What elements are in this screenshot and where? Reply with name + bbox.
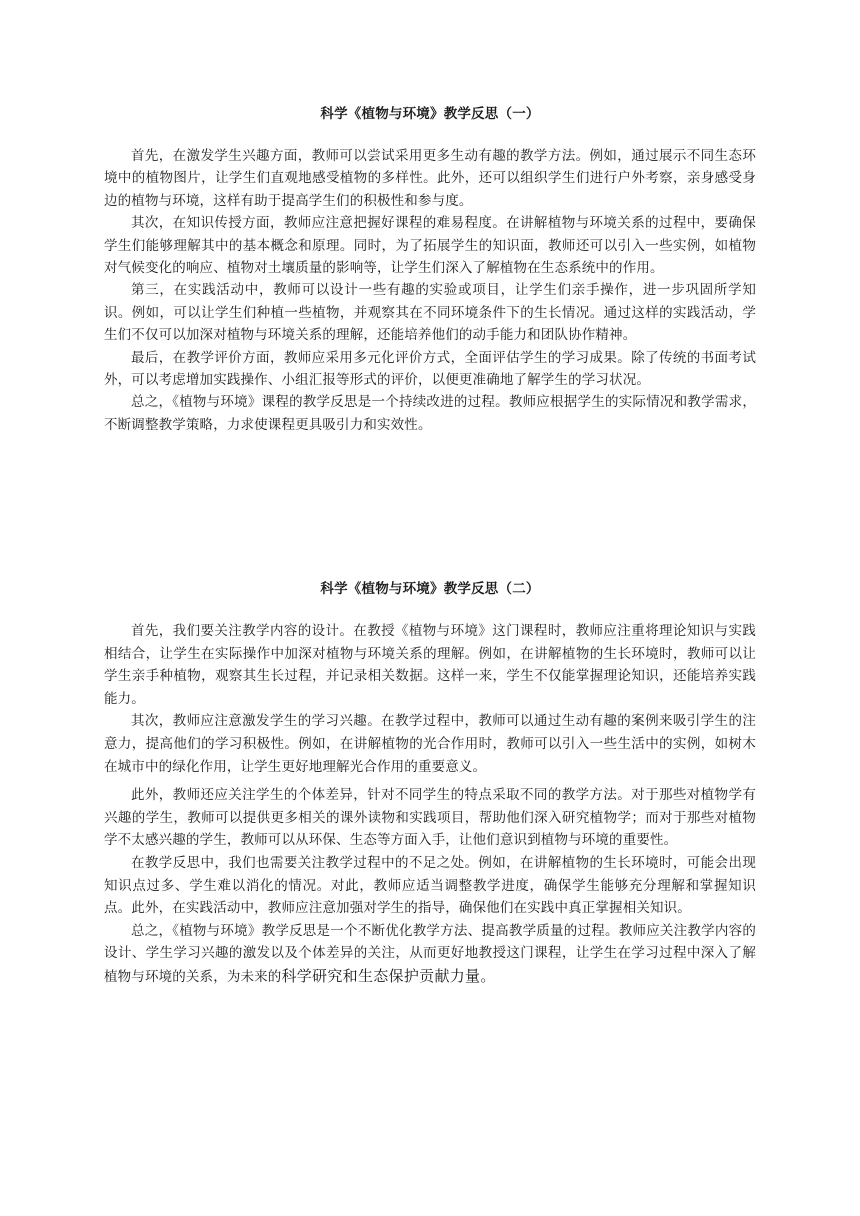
paragraph: 第三，在实践活动中，教师可以设计一些有趣的实验或项目，让学生们亲手操作，进一步巩固所学知识。例如，可以让学生们种植一些植物，并观察其在不同环境条件下的生长情况。通过这样的实践活动，学生们不仅可以加深对植物与环境关系的理解，还能培养他们的动手能力和团队协作精神。: [104, 282, 756, 344]
closing-paragraph-text: 总之，《植物与环境》教学反思是一个不断优化教学方法、提高教学质量的过程。教师应关注教学内容的设计、学生学习兴趣的激发以及个体差异的关注，从而更好地教授这门课程，让学生在学习过程中深入了解植物与环境的关系，为未来的: [104, 922, 756, 985]
paragraph: 总之，《植物与环境》课程的教学反思是一个持续改进的过程。教师应根据学生的实际情况和教学需求，不断调整教学策略，力求使课程更具吸引力和实效性。: [104, 394, 756, 433]
paragraph: 最后，在教学评价方面，教师应采用多元化评价方式，全面评估学生的学习成果。除了传统的书面考试外，可以考虑增加实践操作、小组汇报等形式的评价，以便更准确地了解学生的学习状况。: [104, 349, 756, 389]
reflection-section-2: [104, 578, 756, 989]
closing-paragraph-tail: 科学研究和生态保护贡献力量。: [281, 966, 496, 985]
reflection-section-1: [104, 103, 756, 436]
section-title: 科学《植物与环境》教学反思（一）: [320, 106, 540, 122]
paragraph: 此外，教师还应关注学生的个体差异，针对不同学生的特点采取不同的教学方法。对于那些对植物学有兴趣的学生，教师可以提供更多相关的课外读物和实践项目，帮助他们深入研究植物学；而对于那些对植物学不太感兴趣的学生，教师可以从环保、生态等方面入手，让他们意识到植物与环境的重要性。: [104, 787, 756, 849]
paragraph: 首先，我们要关注教学内容的设计。在教授《植物与环境》这门课程时，教师应注重将理论知识与实践相结合，让学生在实际操作中加深对植物与环境关系的理解。例如，在讲解植物的生长环境时，教师可以让学生亲手种植物，观察其生长过程，并记录相关数据。这样一来，学生不仅能掌握理论知识，还能培养实践能力。: [104, 623, 756, 707]
paragraph: 首先，在激发学生兴趣方面，教师可以尝试采用更多生动有趣的教学方法。例如，通过展示不同生态环境中的植物图片，让学生们直观地感受植物的多样性。此外，还可以组织学生们进行户外考察，亲身感受身边的植物与环境，这样有助于提高学生们的积极性和参与度。: [104, 148, 756, 209]
paragraph: 在教学反思中，我们也需要关注教学过程中的不足之处。例如，在讲解植物的生长环境时，可能会出现知识点过多、学生难以消化的情况。对此，教师应适当调整教学进度，确保学生能够充分理解和掌握知识点。此外，在实践活动中，教师应注意加强对学生的指导，确保他们在实践中真正掌握相关知识。: [104, 854, 756, 917]
paragraph: 其次，在知识传授方面，教师应注意把握好课程的难易程度。在讲解植物与环境关系的过程中，要确保学生们能够理解其中的基本概念和原理。同时，为了拓展学生的知识面，教师还可以引入一些实例，如植物对气候变化的响应、植物对土壤质量的影响等，让学生们深入了解植物在生态系统中的作用。: [104, 215, 756, 277]
section-title: 科学《植物与环境》教学反思（二）: [320, 581, 540, 597]
paragraph: 其次，教师应注意激发学生的学习兴趣。在教学过程中，教师可以通过生动有趣的案例来吸引学生的注意力，提高他们的学习积极性。例如，在讲解植物的光合作用时，教师可以引入一些生活中的实例，如树木在城市中的绿化作用，让学生更好地理解光合作用的重要意义。: [104, 713, 756, 775]
closing-paragraph: [104, 920, 756, 989]
